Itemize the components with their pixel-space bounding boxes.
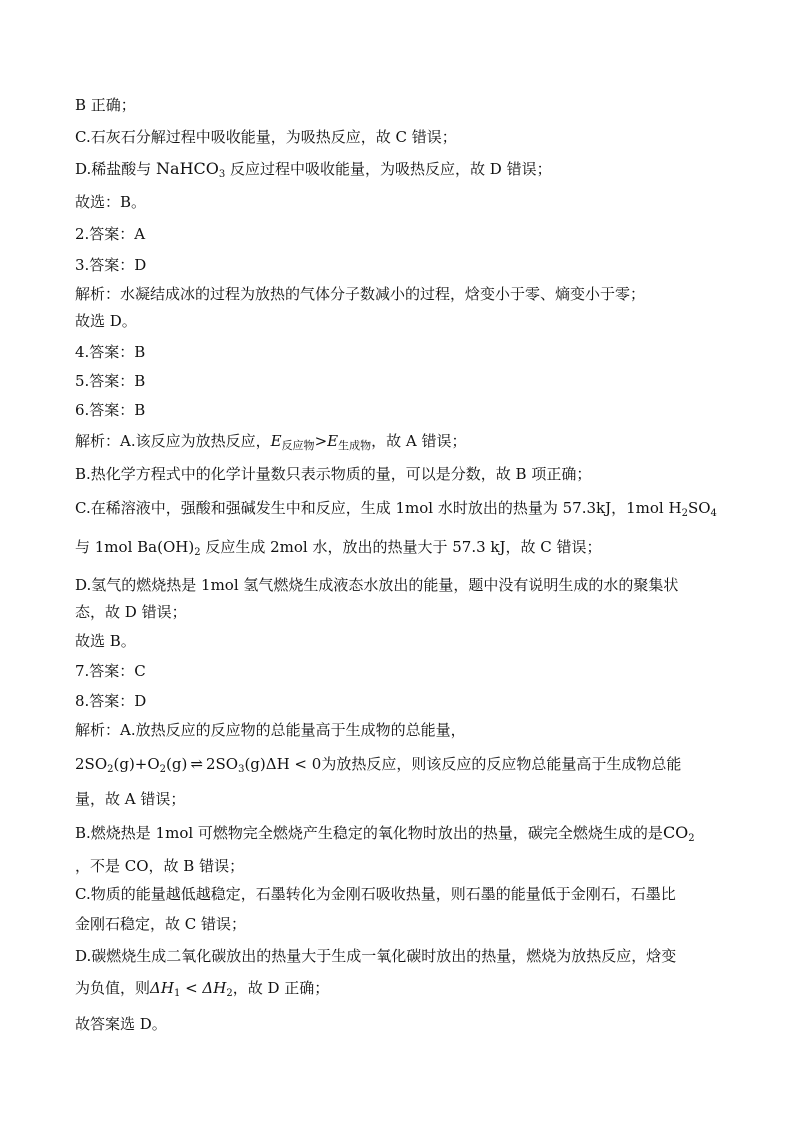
text: 8.答案：D (75, 692, 147, 710)
text: D.氢气的燃烧热是 1mol 氢气燃烧生成液态水放出的能量，题中没有说明生成的水的聚集状 (75, 576, 679, 594)
subscript: 3 (218, 169, 226, 180)
equilibrium-arrow-icon: ⇌ (190, 755, 203, 773)
text-line (75, 575, 760, 595)
text-line (75, 602, 760, 622)
chem-formula: H (668, 499, 682, 517)
chem-formula: SO (687, 499, 711, 517)
answer-line (75, 224, 760, 244)
subscript: 2 (194, 547, 201, 558)
subscript: 4 (710, 508, 717, 519)
text-line (75, 946, 760, 966)
text: < (180, 979, 203, 997)
text: C.在稀溶液中，强酸和强碱发生中和反应，生成 1mol 水时放出的热量为 57.3kJ，1mol (75, 499, 669, 517)
text-line (75, 464, 760, 484)
subscript: 1 (173, 988, 181, 999)
chem-equation: 2SO (205, 755, 239, 773)
text-line (75, 95, 760, 115)
chem-formula: NaHCO (156, 159, 219, 178)
chem-equation: (g) (166, 755, 188, 773)
text: B.热化学方程式中的化学计量数只表示物质的量，可以是分数，故 B 项正确； (75, 465, 592, 483)
math-symbol: E (327, 432, 339, 450)
chem-formula: CO (662, 823, 689, 842)
text: 量，故 A 错误； (75, 790, 186, 808)
subscript: 2 (107, 764, 114, 775)
text-line (75, 431, 760, 451)
chem-equation: (g)ΔH < 0 (244, 755, 322, 773)
text-line (75, 1014, 760, 1034)
subscript: 反应物 (281, 439, 315, 452)
text-line (75, 856, 760, 876)
text: 7.答案：C (75, 662, 146, 680)
text: 为负值，则 (75, 979, 151, 997)
text: D.碳燃烧生成二氧化碳放出的热量大于生成一氧化碳时放出的热量，燃烧为放热反应，焓变 (75, 947, 677, 965)
text: 解析：A.放热反应的反应物的总能量高于生成物的总能量， (75, 721, 466, 739)
math-symbol: E (270, 432, 282, 450)
text-line (75, 631, 760, 651)
text: > (314, 432, 328, 450)
text: C.物质的能量越低越稳定，石墨转化为金刚石吸收热量，则石墨的能量低于金刚石，石墨比 (75, 885, 676, 903)
text: 故选 B。 (75, 632, 136, 650)
chem-equation: 2SO (75, 755, 108, 773)
text-line (75, 284, 760, 304)
text: 与 1mol (75, 538, 138, 556)
text-line (75, 914, 760, 934)
text-line (75, 789, 760, 809)
text-line (75, 720, 760, 740)
answer-line (75, 691, 760, 711)
text: 2.答案：A (75, 225, 146, 243)
text: 反应生成 2mol 水，放出的热量大于 57.3 kJ，故 C 错误； (200, 538, 602, 556)
text: 5.答案：B (75, 372, 146, 390)
text: 金刚石稳定，故 C 错误； (75, 915, 247, 933)
subscript: 2 (159, 764, 167, 775)
chem-equation: (g)+O (113, 755, 160, 773)
text: 为放热反应，则该反应的反应物总能量高于生成物总能 (321, 755, 682, 773)
subscript: 生成物 (338, 439, 372, 452)
text: B.燃烧热是 1mol 可燃物完全燃烧产生稳定的氧化物时放出的热量，碳完全燃烧生成的是 (75, 824, 663, 842)
text: 6.答案：B (75, 401, 146, 419)
math-symbol: ΔH (150, 979, 174, 997)
subscript: 2 (688, 833, 695, 844)
text: 故答案选 D。 (75, 1015, 167, 1033)
text-line (75, 498, 760, 518)
text: 反应过程中吸收能量，为吸热反应，故 D 错误； (225, 160, 552, 178)
text: 4.答案：B (75, 343, 146, 361)
text-line (75, 311, 760, 331)
text: ，故 A 错误； (371, 432, 467, 450)
subscript: 2 (226, 988, 233, 999)
text: ，不是 CO，故 B 错误； (75, 857, 245, 875)
chem-formula: Ba(OH) (137, 538, 195, 556)
answer-line (75, 342, 760, 362)
text-line (75, 159, 760, 179)
text-line (75, 192, 760, 212)
text: C.石灰石分解过程中吸收能量，为吸热反应，故 C 错误； (75, 128, 457, 146)
answer-line (75, 371, 760, 391)
text: B 正确； (75, 96, 136, 114)
equation-line (75, 754, 760, 774)
text: 态，故 D 错误； (75, 603, 187, 621)
text: 故选 D。 (75, 312, 137, 330)
text: D.稀盐酸与 (75, 160, 157, 178)
text-line (75, 537, 760, 557)
math-symbol: ΔH (202, 979, 227, 997)
text-line (75, 127, 760, 147)
text-line (75, 978, 760, 998)
subscript: 3 (238, 764, 245, 775)
answer-line (75, 400, 760, 420)
answer-line (75, 255, 760, 275)
text-line (75, 823, 760, 843)
text: 故选：B。 (75, 193, 147, 211)
text: 解析：水凝结成冰的过程为放热的气体分子数减小的过程，焓变小于零、熵变小于零； (75, 285, 646, 303)
text: ，故 D 正确； (232, 979, 330, 997)
answer-line (75, 661, 760, 681)
subscript: 2 (681, 508, 688, 519)
text: 解析：A.该反应为放热反应， (75, 432, 271, 450)
text: 3.答案：D (75, 256, 147, 274)
text-line (75, 884, 760, 904)
